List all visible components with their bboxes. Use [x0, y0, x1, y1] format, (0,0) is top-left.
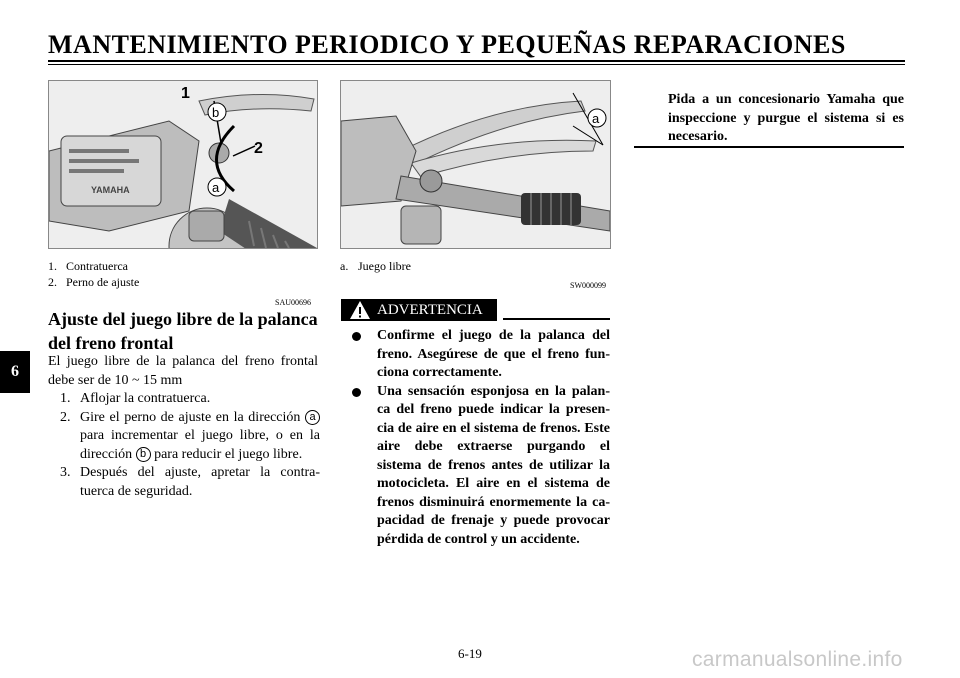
direction-a-label: a [212, 180, 220, 195]
warning-item: Confirme el juego de la palanca del freno. Asegúrese de que el freno fun-ciona correctamente. [352, 327, 610, 383]
steps-list [48, 390, 320, 501]
lever-adjuster-illustration [49, 81, 317, 248]
warning-item: Una sensación esponjosa en la palan-ca del freno puede indicar la presen-cia de aire en el sistema de frenos. Este aire debe extraerse purgando el sistema de frenos antes de utilizar la motocicleta. El aire en el sistema de frenos disminuirá enormemente la ca-pacidad de frenaje y puede provocar pérdida de control y un accidente. [352, 383, 610, 550]
step-item: 2. Gire el perno de ajuste en la dirección a para incrementar el juego libre, o en la dirección b para reducir el juego libre. [60, 409, 320, 462]
watermark: carmanualsonline.info [692, 648, 903, 671]
figure1-captions [48, 258, 139, 290]
direction-a-symbol: a [305, 410, 320, 425]
figure-lever-adjuster [48, 80, 318, 249]
note-rule [634, 146, 904, 148]
header-rule-thin [48, 64, 905, 65]
figure2-captions [340, 258, 411, 274]
caption-item: 1. Contratuerca [48, 259, 128, 273]
caption-item: a. Juego libre [340, 259, 411, 273]
section-code: SAU00696 [275, 298, 312, 307]
warning-badge [341, 299, 497, 321]
warning-label: ADVERTENCIA [377, 301, 483, 318]
bullet-icon [352, 388, 361, 397]
warning-code: SW000099 [570, 281, 606, 290]
dealer-note: Pida a un concesionario Yamaha que inspeccione y purgue el sistema si es necesario. [668, 92, 904, 144]
page-header-title: MANTENIMIENTO PERIODICO Y PEQUEÑAS REPARACIONES [48, 30, 846, 59]
section-intro: El juego libre de la palanca del freno frontal debe ser de 10 ~ 15 mm [48, 354, 318, 388]
callout-1: 1 [181, 85, 190, 102]
caption-item: 2. Perno de ajuste [48, 275, 140, 289]
bullet-icon [352, 332, 361, 341]
free-play-illustration [341, 81, 610, 248]
warning-triangle-icon [349, 299, 371, 321]
callout-a: a [592, 111, 600, 126]
header-rule [48, 60, 905, 62]
step-item: 1. Aflojar la contratuerca. [60, 391, 211, 406]
figure-free-play [340, 80, 611, 249]
step-item: 3. Después del ajuste, apretar la contra-tuerca de seguridad. [60, 465, 320, 499]
section-title: Ajuste del juego libre de la palanca del freno frontal [48, 309, 318, 353]
page-number: 6-19 [458, 646, 482, 661]
warning-rule [503, 318, 610, 320]
warning-list [352, 327, 610, 549]
svg-text:YAMAHA: YAMAHA [91, 185, 130, 195]
callout-2: 2 [254, 140, 263, 157]
direction-b-label: b [212, 105, 220, 120]
direction-b-symbol: b [136, 447, 151, 462]
chapter-tab: 6 [0, 351, 30, 393]
